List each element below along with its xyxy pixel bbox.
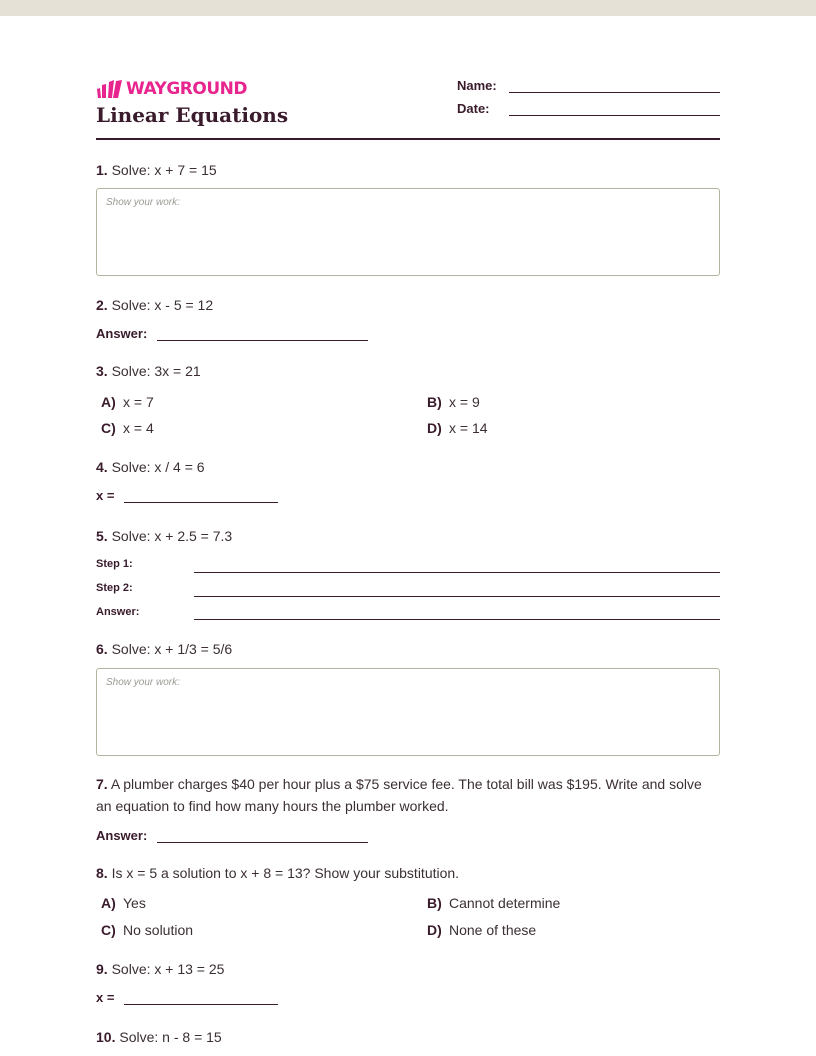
question-10 [96,1026,720,1048]
answer-field[interactable] [157,326,368,341]
option-text: Cannot determine [449,895,561,911]
question-number: 2. [96,297,108,313]
answer-label: Answer: [96,828,148,843]
option-letter: B) [427,895,442,911]
brand-logo-icon [96,80,122,98]
question-number: 9. [96,961,108,977]
option-text: No solution [123,922,194,938]
question-number: 5. [96,528,108,544]
option-text: x = 4 [123,420,154,436]
option-a[interactable] [101,895,146,911]
answer-field[interactable] [124,488,278,503]
answer-label: x = [96,990,115,1005]
name-row [457,78,720,93]
question-text: Solve: 3x = 21 [111,363,201,379]
option-d[interactable] [427,420,488,436]
answer-row-7 [96,828,368,843]
step-answer-field[interactable] [194,619,720,620]
date-label: Date: [457,101,490,116]
option-letter: A) [101,394,116,410]
option-c[interactable] [101,420,154,436]
question-6 [96,638,720,660]
option-letter: D) [427,922,442,938]
option-letter: B) [427,394,442,410]
question-2 [96,294,720,316]
option-text: x = 7 [123,394,154,410]
option-letter: C) [101,922,116,938]
question-text: Solve: x + 1/3 = 5/6 [111,641,233,657]
question-number: 10. [96,1029,116,1045]
date-row [457,101,720,116]
question-number: 3. [96,363,108,379]
question-number: 7. [96,776,108,792]
answer-row-2 [96,326,368,341]
option-b[interactable] [427,394,480,410]
answer-label: x = [96,488,115,503]
option-text: Yes [123,895,146,911]
answer-row-9 [96,990,278,1005]
question-text: Solve: x + 13 = 25 [111,961,225,977]
question-9 [96,958,720,980]
step-2-label: Step 2: [96,582,133,594]
answer-row-4 [96,488,278,503]
option-letter: C) [101,420,116,436]
question-text: Solve: n - 8 = 15 [119,1029,222,1045]
option-letter: A) [101,895,116,911]
worksheet-header [96,76,720,140]
question-number: 6. [96,641,108,657]
question-number: 8. [96,865,108,881]
question-7 [96,773,720,817]
answer-field[interactable] [124,990,278,1005]
brand-name: WAYGROUND [126,79,247,99]
option-b[interactable] [427,895,560,911]
question-text: Solve: x - 5 = 12 [111,297,214,313]
step-1-field[interactable] [194,572,720,573]
answer-label: Answer: [96,326,148,341]
question-number: 1. [96,162,108,178]
question-number: 4. [96,459,108,475]
question-8 [96,862,720,884]
name-field[interactable] [509,78,720,93]
option-text: x = 14 [449,420,488,436]
work-hint: Show your work: [106,197,180,208]
step-2-field[interactable] [194,596,720,597]
page-title: Linear Equations [96,103,289,127]
step-1-label: Step 1: [96,558,133,570]
top-bar [0,0,816,16]
question-5 [96,525,720,547]
option-c[interactable] [101,922,193,938]
question-3 [96,360,720,382]
work-box-1[interactable] [96,188,720,276]
work-hint: Show your work: [106,677,180,688]
question-text: A plumber charges $40 per hour plus a $75 service fee. The total bill was $195. Write and solve an equation to find how many hours the plumber worked. [96,776,702,814]
answer-field[interactable] [157,828,368,843]
date-field[interactable] [509,101,720,116]
question-4 [96,456,720,478]
brand-logo [96,78,247,100]
question-text: Solve: x + 2.5 = 7.3 [111,528,233,544]
question-text: Is x = 5 a solution to x + 8 = 13? Show your substitution. [111,865,460,881]
option-a[interactable] [101,394,154,410]
option-letter: D) [427,420,442,436]
question-text: Solve: x + 7 = 15 [111,162,217,178]
option-text: x = 9 [449,394,480,410]
option-text: None of these [449,922,537,938]
question-1 [96,159,720,181]
option-d[interactable] [427,922,536,938]
step-answer-label: Answer: [96,606,140,618]
name-label: Name: [457,78,497,93]
work-box-6[interactable] [96,668,720,756]
question-text: Solve: x / 4 = 6 [111,459,205,475]
